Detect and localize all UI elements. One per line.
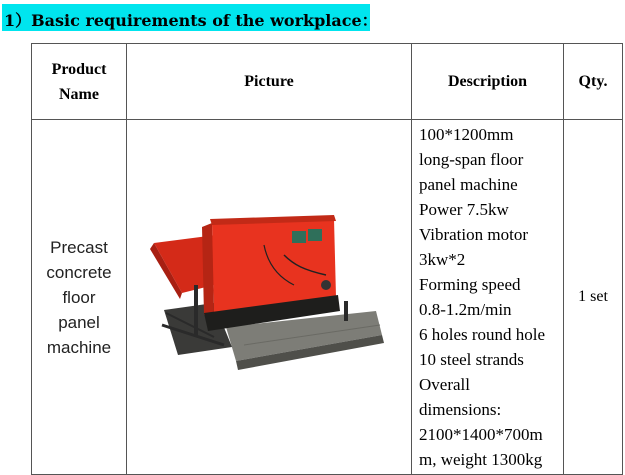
description-line: 0.8-1.2m/min — [419, 300, 512, 319]
description-line: Overall — [419, 375, 470, 394]
description-line: dimensions: — [419, 400, 502, 419]
description-line: long-span floor — [419, 150, 524, 169]
description-line: 3kw*2 — [419, 250, 466, 269]
description-line: Forming speed — [419, 275, 521, 294]
description-line: m, weight 1300kg — [419, 450, 543, 469]
header-picture: Picture — [127, 44, 412, 120]
product-name-line: machine — [46, 337, 112, 357]
section-heading: 1）Basic requirements of the workplace： — [2, 4, 370, 31]
machine-image — [144, 215, 394, 375]
description-line: 100*1200mm — [419, 125, 514, 144]
description-line: 2100*1400*700m — [419, 425, 543, 444]
header-product-name: Product Name — [32, 44, 127, 120]
product-name-line: Precast — [50, 237, 108, 257]
qty-cell: 1 set — [564, 120, 623, 475]
description-line: panel machine — [419, 175, 518, 194]
product-name-line: floor — [62, 287, 96, 307]
header-description: Description — [412, 44, 564, 120]
header-qty: Qty. — [564, 44, 623, 120]
description-cell — [412, 120, 564, 475]
description-line: 10 steel strands — [419, 350, 524, 369]
product-name-line: panel — [58, 312, 100, 332]
requirements-table — [31, 43, 623, 475]
table-row — [32, 120, 623, 475]
machine-picture — [144, 215, 394, 375]
picture-cell — [127, 120, 412, 475]
description-line: Vibration motor — [419, 225, 528, 244]
product-name-line: concrete — [46, 262, 112, 282]
description-line: 6 holes round hole — [419, 325, 546, 344]
product-name-cell — [32, 120, 127, 475]
description-line: Power 7.5kw — [419, 200, 509, 219]
table-header-row — [32, 44, 623, 120]
